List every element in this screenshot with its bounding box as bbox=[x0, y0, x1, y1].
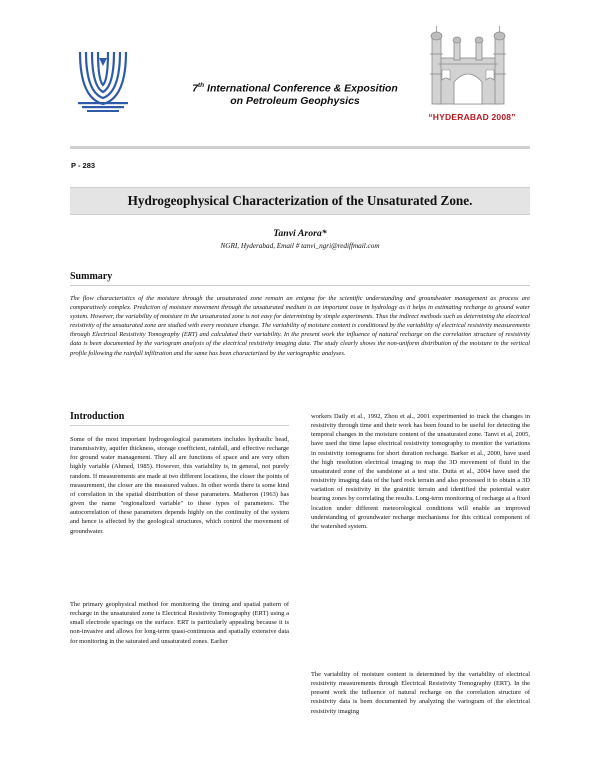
conference-title bbox=[160, 80, 430, 107]
conference-logo-icon bbox=[72, 46, 134, 112]
conference-ordinal: 7 bbox=[192, 82, 198, 95]
paper-id: P - 283 bbox=[71, 161, 96, 170]
summary-heading: Summary bbox=[70, 271, 530, 286]
header-divider bbox=[70, 146, 530, 149]
conference-name: International Conference & Exposition bbox=[204, 82, 398, 95]
conference-ordinal-suffix: th bbox=[198, 82, 205, 89]
author-name: Tanvi Arora* bbox=[273, 228, 327, 239]
charminar-icon bbox=[418, 24, 518, 108]
summary-text: The flow characteristics of the moisture through the unsaturated zone remain an enigma for the scientific understanding and groundwater management as process are comparatively complex. Prediction of moisture movement through the unsaturated medium is an important issue in hydrology as it helps in estimating recharge to ground water system. However, the variability of moisture in the unsaturated zone is not easy for determining by simple experiments. Thus the indirect methods such as determining the electrical resistivity of the unsaturated zone are studied with every moisture change. The variability of moisture content is conditioned by the variability of electrical resistivity measurements through Electrical Resistivity Tomography (ERT) and calculated their variability. In the present work the influence of natural recharge on the correlation structure of resistivity data is been documented by the variogram analysis of the electrical resistivity imaging data. The study clearly shows the non-uniform distribution of the moisture in the vertical profile following the rainfall infiltration and the same has been characterized by the variographic analyses. bbox=[70, 295, 530, 357]
author-affiliation: NGRI, Hyderabad, Email # tanvi_ngri@rediffmail.com bbox=[220, 242, 380, 250]
conference-subtitle: on Petroleum Geophysics bbox=[230, 94, 360, 107]
introduction-heading: Introduction bbox=[70, 411, 289, 426]
intro-paragraph-3: workers Daily et al., 1992, Zhou et al., 2001 experimented to track the changes in resistivity through time and their work has been found to be useful for detecting the temporal changes in the moisture content of the unsaturated zone. Tanvi et al, 2005, have used the time lapse electrical resistivity tomography to monitor the variations in resistivity tomograms for short duration recharge. Barker et al., 2000, have used the high resolution electrical imaging to map the 3D movement of fluid in the unsaturated zone of the sandstone at a test site. Dutta et al., 2004 have used the resistivity imaging data of the hard rock terrain and also processed it to obtain a 3D variation of resistivity in the grainitic terrain and identified the potential water bearing zones by correlating the results. Long-term monitoring of recharge at a fixed location under different meteorological conditions will enable an improved understanding of groundwater recharge mechanisms for this critical component of the watershed system. bbox=[311, 413, 530, 530]
intro-paragraph-2: The primary geophysical method for monitoring the timing and spatial pattern of recharge in the unsaturated zone is Electrical Resistivity Tomography (ERT) using a small electrode spacings on the surface. ERT is particularly appealing because it is non-invasive and allows for long-term quasi-continuous and spatially extensive data for monitoring in the saturated and unsaturated zones. Earlier bbox=[70, 601, 289, 645]
intro-paragraph-1: Some of the most important hydrogeological parameters includes hydraulic head, transmissivity, aquifer thickness, storage coefficient, rainfall, and effective recharge for ground water management. They all are functions of space and are very often highly variable (Ahmed, 1985). However, this variability is, in general, not purely random. If measurements are made at two different locations, the closer the points of measurement, the closer are the measured values. In other words there is some kind of correlation in the spatial distribution of these parameters. Matheron (1963) has given the name "regionalized variable" to these types of parameters. The autocorrelation of these parameters depends highly on the continuity of the system and hence is affected by the geological structures, which control the movement of groundwater. bbox=[70, 436, 289, 535]
paper-title: Hydrogeophysical Characterization of the Unsaturated Zone. bbox=[127, 193, 473, 208]
intro-paragraph-4: The variability of moisture content is determined by the variability of electrical resistivity measurements through Electrical Resistivity Tomography (ERT). In the present work the influence of natural recharge on the correlation structure of resistivity data is been documented by analyzing the variogram of the electrical resistivity imaging bbox=[311, 671, 530, 715]
host-city-label: “HYDERABAD 2008” bbox=[428, 112, 516, 122]
